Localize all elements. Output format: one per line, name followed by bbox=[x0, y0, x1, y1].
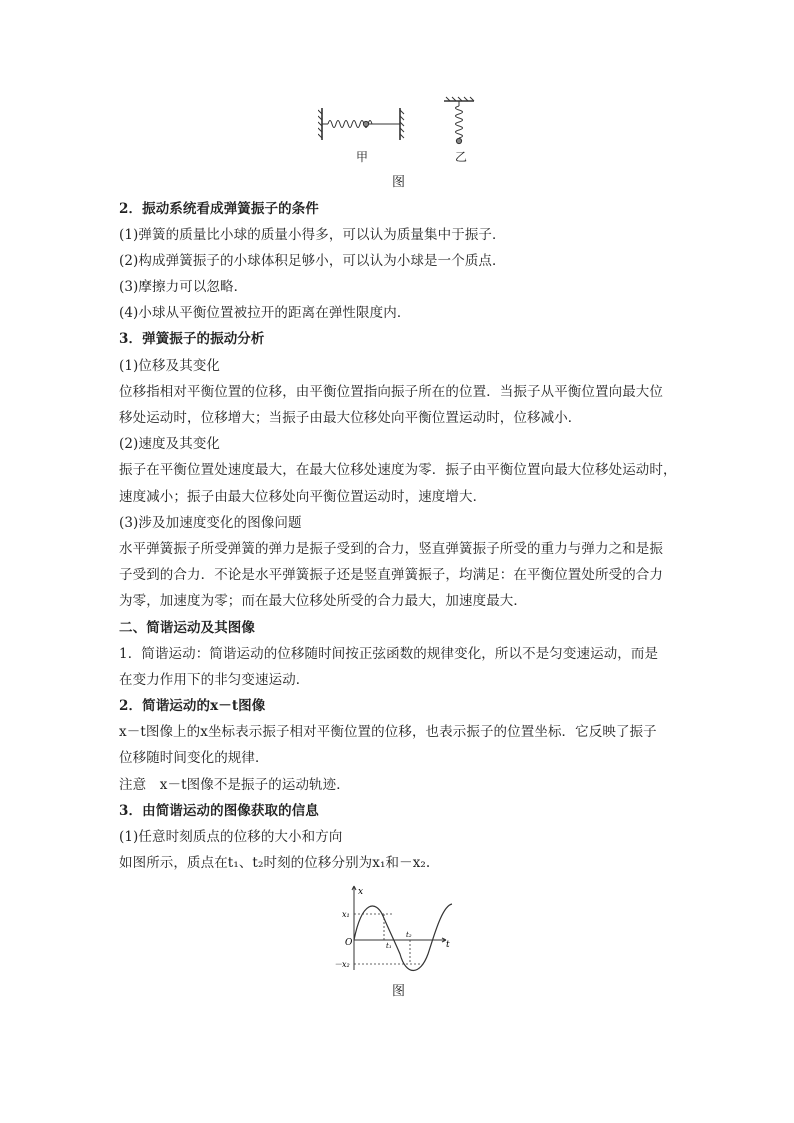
text-line: x－t图像上的x坐标表示振子相对平衡位置的位移，也表示振子的位置坐标．它反映了振子 bbox=[119, 724, 657, 740]
text-line: 速度减小；振子由最大位移处向平衡位置运动时，速度增大． bbox=[119, 489, 487, 505]
text-line: 子受到的合力．不论是水平弹簧振子还是竖直弹簧振子，均满足：在平衡位置处所受的合力 bbox=[119, 567, 663, 583]
text-line: (3)摩擦力可以忽略． bbox=[119, 279, 248, 295]
figure-label-yi: 乙 bbox=[455, 150, 468, 164]
text-line: 水平弹簧振子所受弹簧的弹力是振子受到的合力，竖直弹簧振子所受的重力与弹力之和是振 bbox=[119, 541, 663, 557]
text-line: 如图所示，质点在t₁、t₂时刻的位移分别为x₁和－x₂. bbox=[119, 855, 431, 871]
text-line: (1)任意时刻质点的位移的大小和方向 bbox=[119, 829, 343, 845]
figure1-caption: 图 bbox=[392, 175, 406, 190]
figure-label-jia: 甲 bbox=[356, 150, 369, 164]
text-line: (4)小球从平衡位置被拉开的距离在弹性限度内． bbox=[119, 305, 411, 321]
x1-label: x₁ bbox=[342, 910, 350, 919]
section-heading: 2．振动系统看成弹簧振子的条件 bbox=[119, 201, 319, 217]
vertical-spring-diagram bbox=[444, 97, 474, 144]
neg-x2-label: －x₂ bbox=[334, 960, 350, 969]
horizontal-spring-diagram bbox=[318, 108, 404, 140]
section-heading: 二、简谐运动及其图像 bbox=[119, 620, 255, 636]
text-line: 振子在平衡位置处速度最大，在最大位移处速度为零．振子由平衡位置向最大位移处运动时， bbox=[119, 462, 677, 478]
section-heading: 3．由简谐运动的图像获取的信息 bbox=[119, 803, 319, 819]
t1-label: t₁ bbox=[386, 942, 392, 950]
t2-label: t₂ bbox=[406, 931, 412, 939]
text-line: (2)构成弹簧振子的小球体积足够小，可以认为小球是一个质点． bbox=[119, 253, 506, 269]
text-line: 1．简谐运动：简谐运动的位移随时间按正弦函数的规律变化，所以不是匀变速运动，而是 bbox=[119, 646, 659, 662]
y-axis-label: x bbox=[358, 887, 364, 897]
text-line: 移处运动时，位移增大；当振子由最大位移处向平衡位置运动时，位移减小． bbox=[119, 410, 582, 426]
text-line: 在变力作用下的非匀变速运动． bbox=[119, 672, 310, 688]
displacement-time-graph bbox=[334, 884, 462, 974]
section-heading: 2．简谐运动的x－t图像 bbox=[119, 698, 266, 714]
text-line: (1)位移及其变化 bbox=[119, 358, 221, 374]
sine-curve bbox=[354, 904, 452, 971]
figure2-caption: 图 bbox=[392, 984, 406, 999]
text-line: (1)弹簧的质量比小球的质量小得多，可以认为质量集中于振子． bbox=[119, 227, 506, 243]
text-line: 位移随时间变化的规律． bbox=[119, 750, 269, 766]
text-line: 为零，加速度为零；而在最大位移处所受的合力最大，加速度最大． bbox=[119, 593, 527, 609]
note-line: 注意 x－t图像不是振子的运动轨迹． bbox=[119, 777, 350, 793]
text-line: (3)涉及加速度变化的图像问题 bbox=[119, 515, 302, 531]
text-line: (2)速度及其变化 bbox=[119, 436, 221, 452]
text-line: 位移指相对平衡位置的位移，由平衡位置指向振子所在的位置．当振子从平衡位置向最大位 bbox=[119, 384, 663, 400]
origin-label: O bbox=[345, 938, 353, 948]
x-axis-label: t bbox=[446, 940, 450, 950]
section-heading: 3．弹簧振子的振动分析 bbox=[119, 331, 265, 347]
